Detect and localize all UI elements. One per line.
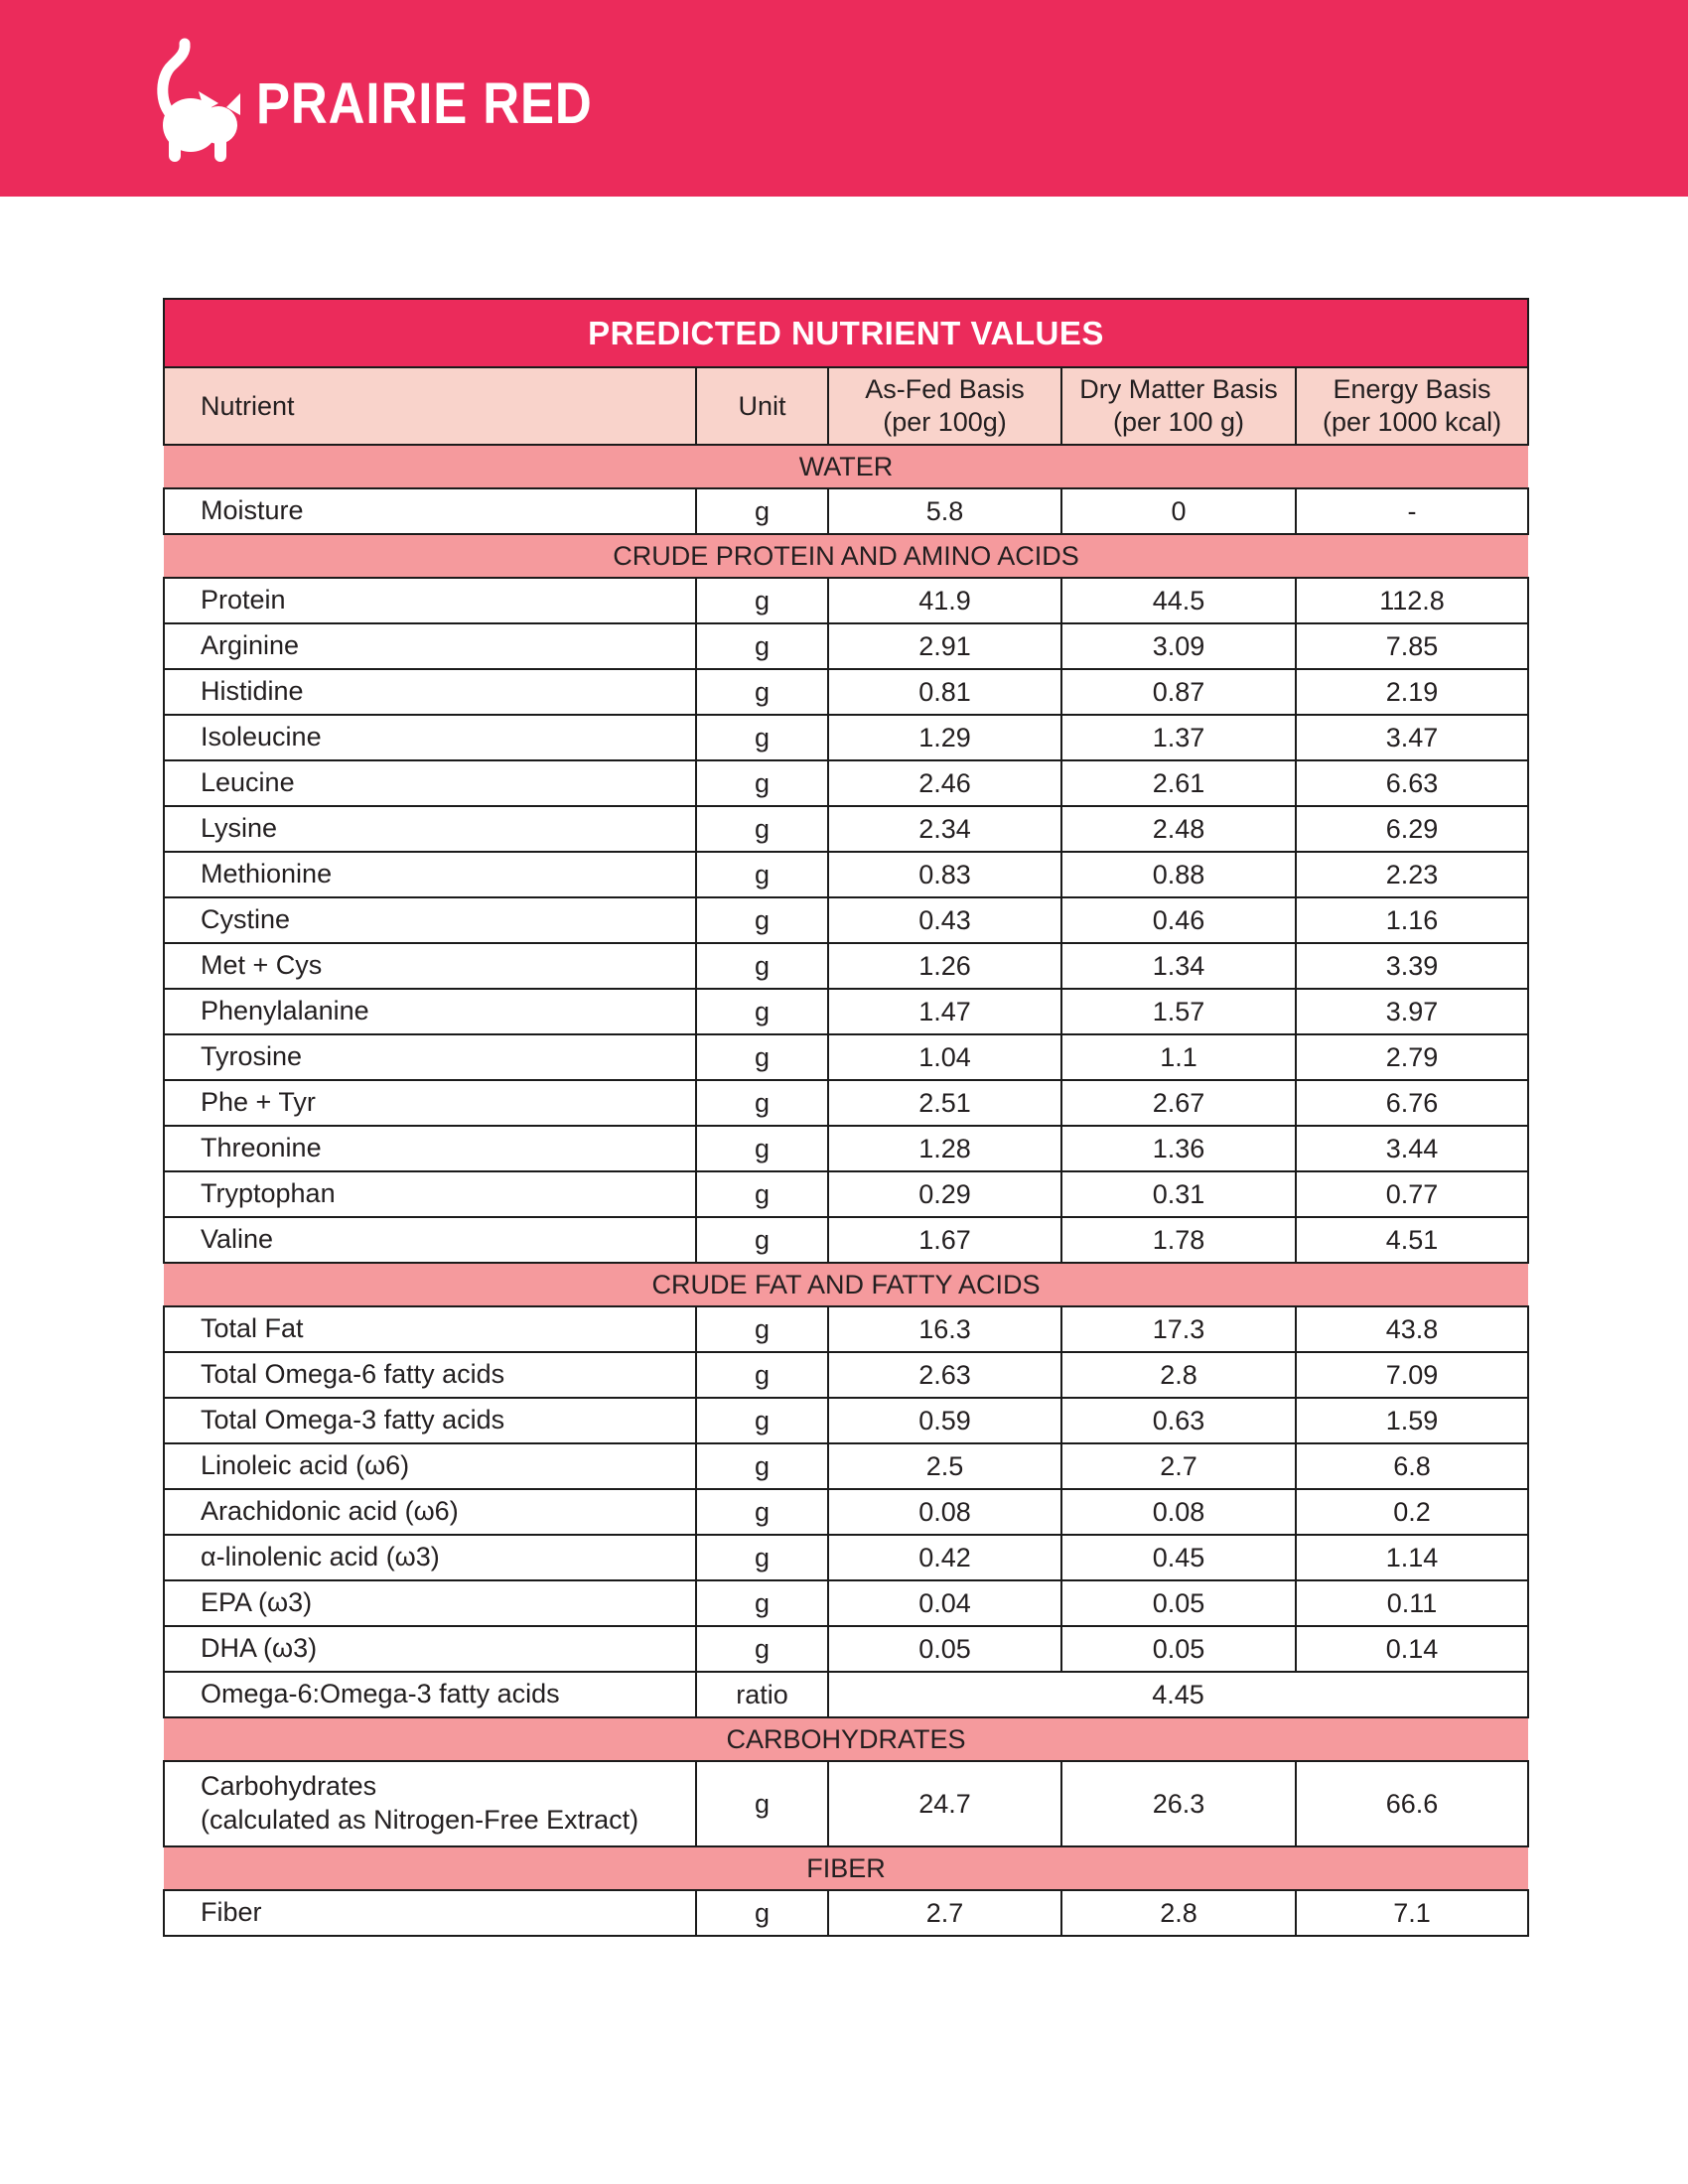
as-fed-value-cell: 2.63 (828, 1352, 1061, 1398)
table-row (164, 943, 1528, 989)
energy-value-cell: 7.1 (1296, 1890, 1528, 1936)
table-row (164, 715, 1528, 760)
table-row (164, 1126, 1528, 1171)
energy-value-cell: 2.19 (1296, 669, 1528, 715)
table-row (164, 1352, 1528, 1398)
energy-value-cell: 7.85 (1296, 623, 1528, 669)
dry-matter-value-cell: 2.8 (1061, 1352, 1296, 1398)
table-row (164, 1217, 1528, 1263)
dry-matter-value-cell: 1.34 (1061, 943, 1296, 989)
table-row (164, 1489, 1528, 1535)
unit-cell: g (696, 1352, 828, 1398)
energy-value-cell: 66.6 (1296, 1761, 1528, 1846)
unit-cell: g (696, 669, 828, 715)
table-title-row (164, 299, 1528, 367)
unit-cell: g (696, 806, 828, 852)
as-fed-value-cell: 1.29 (828, 715, 1061, 760)
dry-matter-value-cell: 17.3 (1061, 1306, 1296, 1352)
dry-matter-value-cell: 44.5 (1061, 578, 1296, 623)
nutrient-name-cell (164, 1352, 696, 1398)
section-header: CARBOHYDRATES (164, 1717, 1528, 1761)
nutrient-name-cell (164, 1171, 696, 1217)
unit-cell: g (696, 1126, 828, 1171)
dry-matter-value-cell: 0.87 (1061, 669, 1296, 715)
table-row (164, 1626, 1528, 1672)
nutrient-name: Total Fat (201, 1313, 304, 1344)
as-fed-value-cell: 0.05 (828, 1626, 1061, 1672)
energy-value-cell: 3.39 (1296, 943, 1528, 989)
energy-value-cell: 3.47 (1296, 715, 1528, 760)
as-fed-value-cell: 1.04 (828, 1034, 1061, 1080)
energy-value-cell: 6.29 (1296, 806, 1528, 852)
brand-name: PRAIRIE RED (256, 71, 593, 136)
energy-value-cell: 1.16 (1296, 897, 1528, 943)
nutrient-name-cell (164, 989, 696, 1034)
energy-value-cell: 7.09 (1296, 1352, 1528, 1398)
column-header-sublabel: (per 1000 kcal) (1322, 407, 1502, 437)
as-fed-value-cell: 0.43 (828, 897, 1061, 943)
table-row (164, 1580, 1528, 1626)
nutrient-name: Arachidonic acid (ω6) (201, 1496, 459, 1527)
unit-cell: g (696, 1761, 828, 1846)
section-header: CRUDE FAT AND FATTY ACIDS (164, 1263, 1528, 1306)
energy-value-cell: 6.8 (1296, 1443, 1528, 1489)
as-fed-value-cell: 1.47 (828, 989, 1061, 1034)
table-row (164, 1398, 1528, 1443)
energy-value-cell: 0.77 (1296, 1171, 1528, 1217)
column-header-sublabel: (per 100g) (883, 407, 1007, 437)
as-fed-value-cell: 0.42 (828, 1535, 1061, 1580)
nutrient-name-cell (164, 1761, 696, 1846)
dry-matter-value-cell: 2.61 (1061, 760, 1296, 806)
nutrient-name-cell (164, 578, 696, 623)
unit-cell: g (696, 1306, 828, 1352)
dry-matter-value-cell: 2.8 (1061, 1890, 1296, 1936)
dry-matter-value-cell: 3.09 (1061, 623, 1296, 669)
table-row (164, 1443, 1528, 1489)
nutrient-name: α-linolenic acid (ω3) (201, 1542, 440, 1572)
table-row (164, 1672, 1528, 1717)
table-title: PREDICTED NUTRIENT VALUES (164, 299, 1528, 367)
as-fed-value-cell: 41.9 (828, 578, 1061, 623)
as-fed-value-cell: 1.67 (828, 1217, 1061, 1263)
dry-matter-value-cell: 0 (1061, 488, 1296, 534)
column-header-unit (696, 367, 828, 445)
table-row (164, 897, 1528, 943)
column-header-dry-matter (1061, 367, 1296, 445)
table-row (164, 578, 1528, 623)
dry-matter-value-cell: 0.46 (1061, 897, 1296, 943)
as-fed-value-cell: 2.91 (828, 623, 1061, 669)
table-row (164, 1761, 1528, 1846)
dry-matter-value-cell: 1.1 (1061, 1034, 1296, 1080)
as-fed-value-cell: 1.26 (828, 943, 1061, 989)
dry-matter-value-cell: 0.63 (1061, 1398, 1296, 1443)
energy-value-cell: 0.2 (1296, 1489, 1528, 1535)
nutrient-name-cell (164, 1890, 696, 1936)
nutrient-name-cell (164, 1034, 696, 1080)
as-fed-value-cell: 0.81 (828, 669, 1061, 715)
brand-banner (0, 0, 1688, 197)
unit-cell: g (696, 1217, 828, 1263)
column-header-sublabel: (per 100 g) (1112, 407, 1245, 437)
section-header-row (164, 1717, 1528, 1761)
energy-value-cell: 43.8 (1296, 1306, 1528, 1352)
table-row (164, 669, 1528, 715)
energy-value-cell: 6.76 (1296, 1080, 1528, 1126)
nutrient-name-cell (164, 623, 696, 669)
dry-matter-value-cell: 1.36 (1061, 1126, 1296, 1171)
nutrient-name: Carbohydrates (201, 1771, 377, 1802)
unit-cell: g (696, 1398, 828, 1443)
section-header-row (164, 1263, 1528, 1306)
section-header: WATER (164, 445, 1528, 488)
as-fed-value-cell: 0.59 (828, 1398, 1061, 1443)
nutrient-name-cell (164, 1626, 696, 1672)
nutrient-name: Tyrosine (201, 1041, 303, 1072)
nutrient-name: EPA (ω3) (201, 1587, 313, 1618)
as-fed-value-cell: 0.04 (828, 1580, 1061, 1626)
nutrient-name-cell (164, 1126, 696, 1171)
nutrient-name-cell (164, 1535, 696, 1580)
unit-cell: g (696, 1489, 828, 1535)
energy-value-cell: 6.63 (1296, 760, 1528, 806)
as-fed-value-cell: 2.7 (828, 1890, 1061, 1936)
nutrient-name-line2: (calculated as Nitrogen-Free Extract) (201, 1805, 639, 1835)
column-header-label: As-Fed Basis (865, 374, 1025, 405)
unit-cell: g (696, 943, 828, 989)
energy-value-cell: 1.59 (1296, 1398, 1528, 1443)
unit-cell: g (696, 1626, 828, 1672)
energy-value-cell: 1.14 (1296, 1535, 1528, 1580)
energy-value-cell: 2.23 (1296, 852, 1528, 897)
section-header-row (164, 1846, 1528, 1890)
nutrient-name-cell (164, 1580, 696, 1626)
nutrient-name: Total Omega-3 fatty acids (201, 1405, 505, 1435)
nutrient-name-cell (164, 1217, 696, 1263)
dry-matter-value-cell: 0.05 (1061, 1580, 1296, 1626)
energy-value-cell: 4.51 (1296, 1217, 1528, 1263)
column-header-energy (1296, 367, 1528, 445)
nutrient-name-cell (164, 488, 696, 534)
table-row (164, 1034, 1528, 1080)
table-row (164, 488, 1528, 534)
unit-cell: g (696, 897, 828, 943)
dry-matter-value-cell: 2.7 (1061, 1443, 1296, 1489)
unit-cell: g (696, 1580, 828, 1626)
energy-value-cell: 3.44 (1296, 1126, 1528, 1171)
energy-value-cell: - (1296, 488, 1528, 534)
unit-cell: g (696, 1034, 828, 1080)
column-header-as-fed (828, 367, 1061, 445)
dry-matter-value-cell: 2.48 (1061, 806, 1296, 852)
dry-matter-value-cell: 0.08 (1061, 1489, 1296, 1535)
table-row (164, 806, 1528, 852)
nutrient-name-cell (164, 1443, 696, 1489)
dry-matter-value-cell: 0.45 (1061, 1535, 1296, 1580)
section-header: FIBER (164, 1846, 1528, 1890)
dry-matter-value-cell: 2.67 (1061, 1080, 1296, 1126)
section-header: CRUDE PROTEIN AND AMINO ACIDS (164, 534, 1528, 578)
dry-matter-value-cell: 1.37 (1061, 715, 1296, 760)
nutrient-name: Threonine (201, 1133, 322, 1163)
table-row (164, 1080, 1528, 1126)
unit-cell: g (696, 1535, 828, 1580)
energy-value-cell: 3.97 (1296, 989, 1528, 1034)
dry-matter-value-cell: 1.78 (1061, 1217, 1296, 1263)
unit-cell: g (696, 578, 828, 623)
nutrient-table (163, 298, 1529, 1937)
nutrient-name: Histidine (201, 676, 304, 707)
nutrient-name: Phe + Tyr (201, 1087, 316, 1118)
nutrient-name: Total Omega-6 fatty acids (201, 1359, 505, 1390)
cat-icon (153, 36, 244, 163)
column-header-nutrient (164, 367, 696, 445)
as-fed-value-cell: 0.08 (828, 1489, 1061, 1535)
dry-matter-value-cell: 26.3 (1061, 1761, 1296, 1846)
table-row (164, 1306, 1528, 1352)
column-header-label: Energy Basis (1333, 374, 1491, 405)
section-header-row (164, 445, 1528, 488)
unit-cell: g (696, 1080, 828, 1126)
nutrient-name: Cystine (201, 904, 291, 935)
nutrient-name-cell (164, 760, 696, 806)
unit-cell: g (696, 488, 828, 534)
table-row (164, 1535, 1528, 1580)
energy-value-cell: 0.14 (1296, 1626, 1528, 1672)
energy-value-cell: 112.8 (1296, 578, 1528, 623)
nutrient-name-cell (164, 1398, 696, 1443)
nutrient-name: Valine (201, 1224, 274, 1255)
nutrient-name-cell (164, 806, 696, 852)
as-fed-value-cell: 2.51 (828, 1080, 1061, 1126)
unit-cell: g (696, 760, 828, 806)
unit-cell: g (696, 989, 828, 1034)
nutrient-name: DHA (ω3) (201, 1633, 318, 1664)
table-row (164, 852, 1528, 897)
unit-cell: g (696, 1171, 828, 1217)
dry-matter-value-cell: 1.57 (1061, 989, 1296, 1034)
nutrient-name-cell (164, 852, 696, 897)
as-fed-value-cell: 2.5 (828, 1443, 1061, 1489)
table-row (164, 1890, 1528, 1936)
nutrient-name-cell (164, 1672, 696, 1717)
table-row (164, 760, 1528, 806)
nutrient-name: Isoleucine (201, 722, 322, 752)
nutrient-name: Met + Cys (201, 950, 323, 981)
energy-value-cell: 2.79 (1296, 1034, 1528, 1080)
dry-matter-value-cell: 0.88 (1061, 852, 1296, 897)
nutrient-name-cell (164, 715, 696, 760)
as-fed-value-cell: 2.34 (828, 806, 1061, 852)
nutrient-name: Phenylalanine (201, 996, 369, 1026)
nutrient-name: Lysine (201, 813, 278, 844)
as-fed-value-cell: 16.3 (828, 1306, 1061, 1352)
nutrient-name: Arginine (201, 630, 300, 661)
nutrient-name-cell (164, 1489, 696, 1535)
column-header-label: Nutrient (201, 390, 295, 421)
nutrient-name-cell (164, 1080, 696, 1126)
merged-value-cell: 4.45 (828, 1672, 1528, 1717)
column-header-label: Dry Matter Basis (1079, 374, 1278, 405)
as-fed-value-cell: 1.28 (828, 1126, 1061, 1171)
as-fed-value-cell: 2.46 (828, 760, 1061, 806)
dry-matter-value-cell: 0.31 (1061, 1171, 1296, 1217)
nutrient-name-cell (164, 669, 696, 715)
unit-cell: g (696, 852, 828, 897)
nutrient-name: Moisture (201, 495, 304, 526)
table-row (164, 623, 1528, 669)
as-fed-value-cell: 24.7 (828, 1761, 1061, 1846)
unit-cell: g (696, 623, 828, 669)
energy-value-cell: 0.11 (1296, 1580, 1528, 1626)
nutrient-name: Protein (201, 585, 286, 615)
nutrient-name-cell (164, 897, 696, 943)
nutrient-name: Linoleic acid (ω6) (201, 1450, 410, 1481)
column-header-label: Unit (738, 390, 786, 421)
nutrient-name: Methionine (201, 859, 333, 889)
column-header-row (164, 367, 1528, 445)
nutrient-name: Fiber (201, 1897, 262, 1928)
table-row (164, 989, 1528, 1034)
as-fed-value-cell: 5.8 (828, 488, 1061, 534)
nutrient-name: Tryptophan (201, 1178, 336, 1209)
section-header-row (164, 534, 1528, 578)
unit-cell: g (696, 1443, 828, 1489)
unit-cell: ratio (696, 1672, 828, 1717)
unit-cell: g (696, 715, 828, 760)
nutrient-name: Leucine (201, 767, 295, 798)
unit-cell: g (696, 1890, 828, 1936)
table-row (164, 1171, 1528, 1217)
nutrient-name-cell (164, 943, 696, 989)
nutrient-name: Omega-6:Omega-3 fatty acids (201, 1679, 560, 1709)
dry-matter-value-cell: 0.05 (1061, 1626, 1296, 1672)
nutrient-name-cell (164, 1306, 696, 1352)
as-fed-value-cell: 0.83 (828, 852, 1061, 897)
as-fed-value-cell: 0.29 (828, 1171, 1061, 1217)
